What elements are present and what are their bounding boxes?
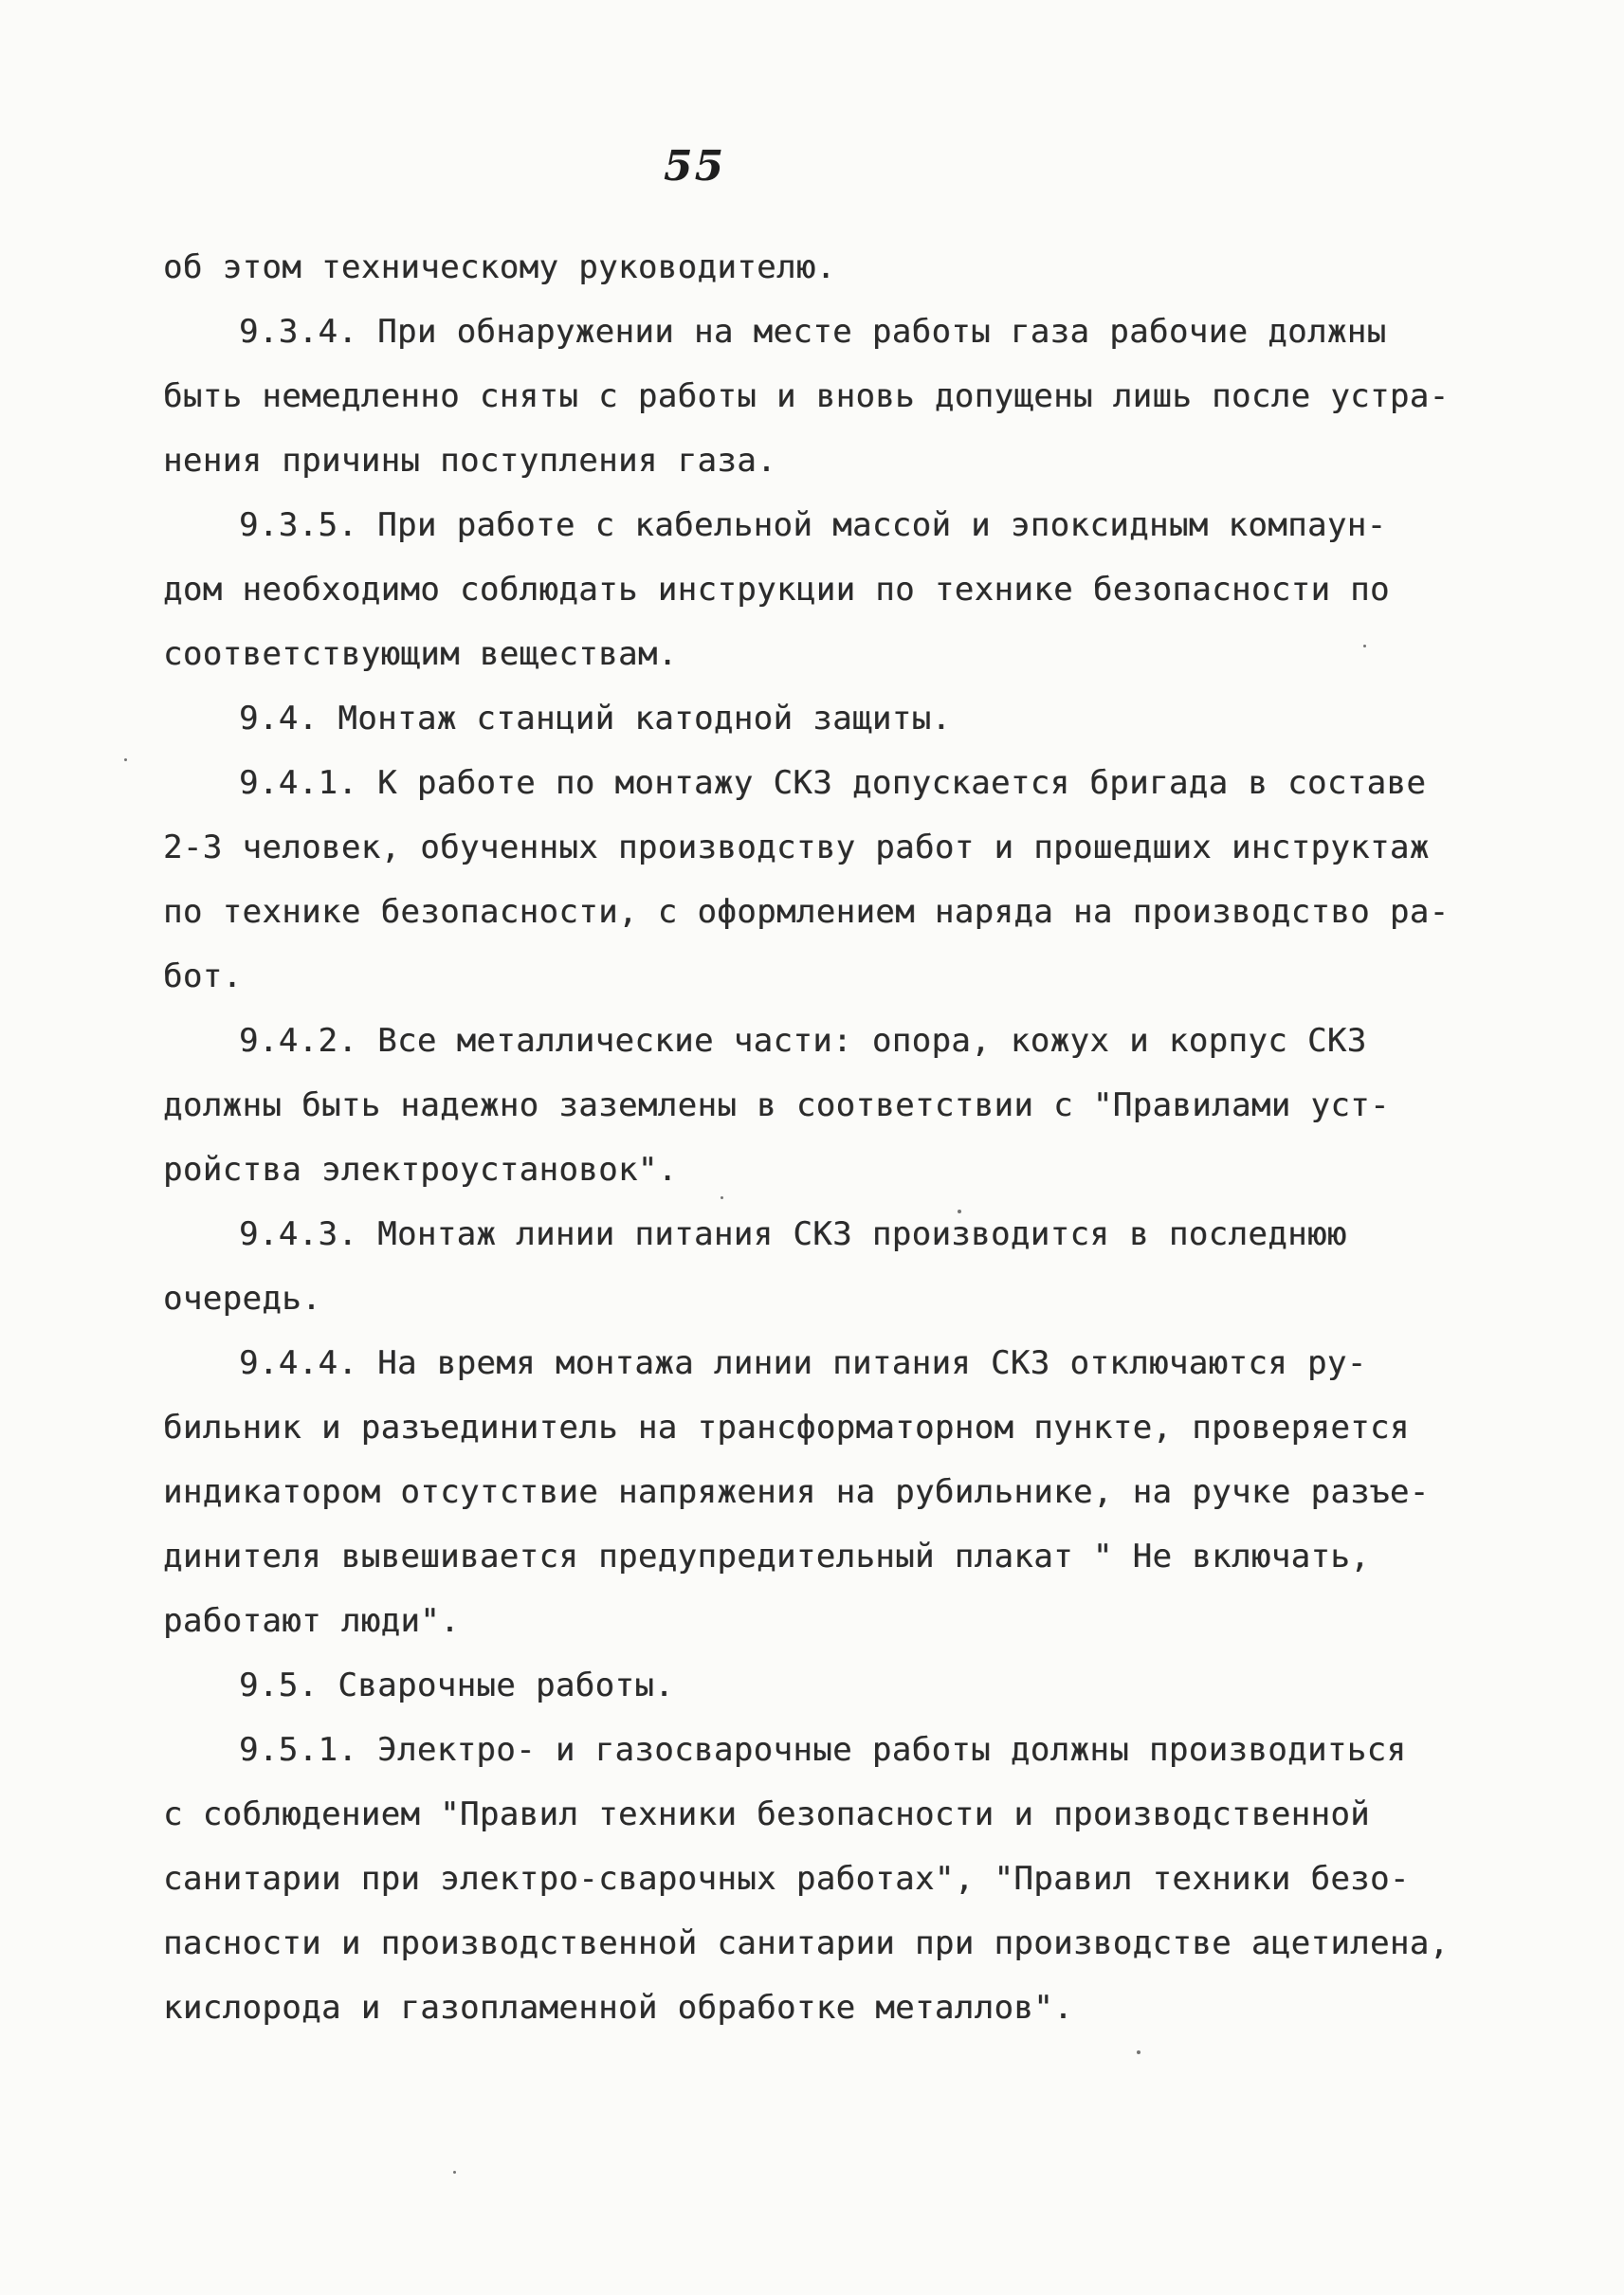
scan-speck xyxy=(453,2171,456,2174)
text-line: по технике безопасности, с оформлением наряда на производство ра- xyxy=(163,893,1450,931)
text-line: с соблюдением "Правил техники безопасности и производственной xyxy=(163,1795,1371,1833)
text-line: бот. xyxy=(163,957,243,995)
document-body xyxy=(163,248,1490,2053)
text-line: кислорода и газопламенной обработке металлов". xyxy=(163,1989,1074,2027)
scan-speck xyxy=(721,1196,723,1199)
text-line: 9.5.1. Электро- и газосварочные работы должны производиться xyxy=(239,1731,1407,1769)
text-line: 9.4.4. На время монтажа линии питания СКЗ отключаются ру- xyxy=(239,1344,1367,1382)
text-line: 9.3.4. При обнаружении на месте работы газа рабочие должны xyxy=(239,313,1387,351)
text-line: пасности и производственной санитарии при производстве ацетилена, xyxy=(163,1924,1450,1962)
page-number: 55 xyxy=(664,142,726,191)
scan-speck xyxy=(958,1210,961,1213)
text-line: индикатором отсутствие напряжения на рубильнике, на ручке разъе- xyxy=(163,1473,1430,1511)
text-line: 9.4.3. Монтаж линии питания СКЗ производится в последнюю xyxy=(239,1215,1347,1253)
text-line: должны быть надежно заземлены в соответствии с "Правилами уст- xyxy=(163,1086,1390,1124)
text-line: об этом техническому руководителю. xyxy=(163,248,836,286)
text-line: работают люди". xyxy=(163,1602,461,1640)
scan-speck xyxy=(124,758,127,761)
scan-speck xyxy=(1363,645,1366,647)
text-line: нения причины поступления газа. xyxy=(163,442,776,480)
text-line: санитарии при электро-сварочных работах", "Правил техники безо- xyxy=(163,1860,1410,1898)
text-line: дом необходимо соблюдать инструкции по технике безопасности по xyxy=(163,571,1390,609)
text-line: 2-3 человек, обученных производству работ и прошедших инструктаж xyxy=(163,829,1430,866)
text-line: 9.5. Сварочные работы. xyxy=(239,1667,675,1704)
text-line: 9.3.5. При работе с кабельной массой и эпоксидным компаун- xyxy=(239,506,1387,544)
text-line: быть немедленно сняты с работы и вновь допущены лишь после устра- xyxy=(163,377,1450,415)
text-line: динителя вывешивается предупредительный плакат " Не включать, xyxy=(163,1538,1371,1576)
text-line: 9.4. Монтаж станций катодной защиты. xyxy=(239,700,952,738)
scan-speck xyxy=(1137,2050,1140,2054)
text-line: бильник и разъединитель на трансформаторном пункте, проверяется xyxy=(163,1409,1410,1447)
text-line: 9.4.1. К работе по монтажу СКЗ допускается бригада в составе xyxy=(239,764,1427,802)
text-line: ройства электроустановок". xyxy=(163,1151,678,1189)
text-line: очередь. xyxy=(163,1280,321,1318)
text-line: 9.4.2. Все металлические части: опора, кожух и корпус СКЗ xyxy=(239,1022,1367,1060)
text-line: соответствующим веществам. xyxy=(163,635,678,673)
